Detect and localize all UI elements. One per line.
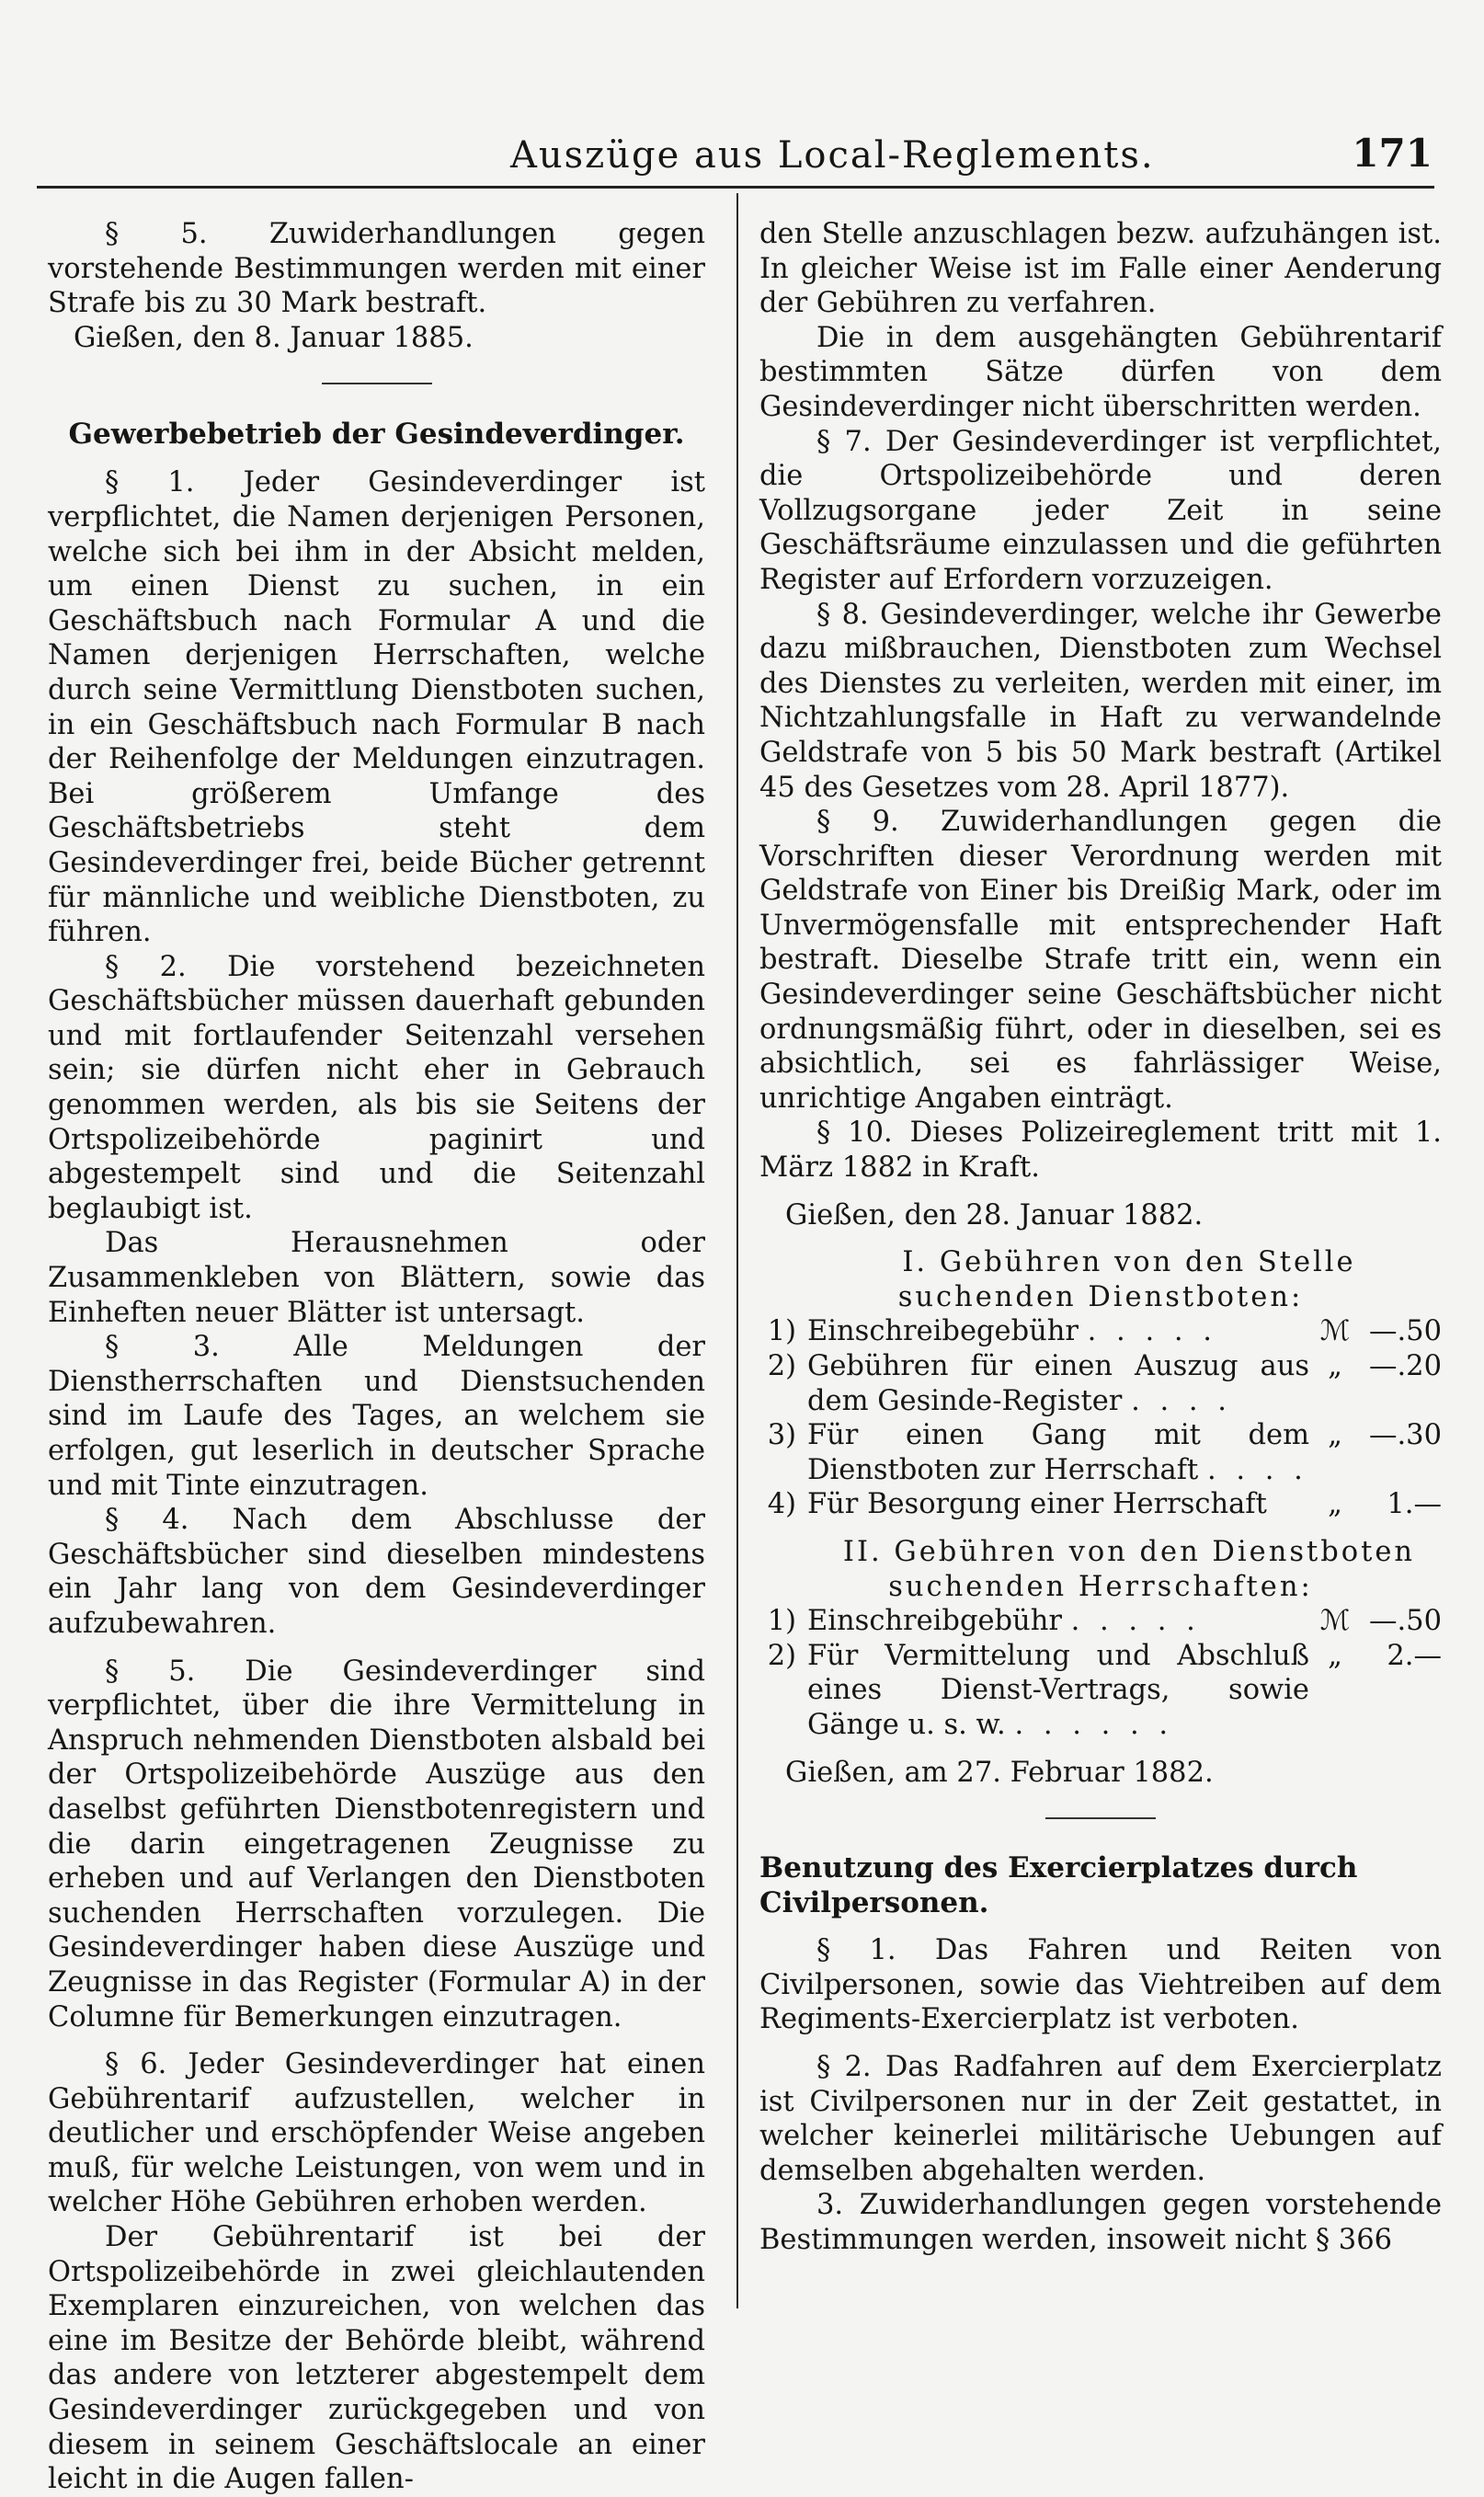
fee-number: 2) xyxy=(767,1350,796,1382)
fee-amount: —.30 xyxy=(1368,1419,1442,1452)
column-divider xyxy=(736,193,738,2308)
right-column xyxy=(759,217,1442,2257)
fee-amount: —.20 xyxy=(1368,1350,1442,1382)
fee-currency: „ xyxy=(1328,1350,1342,1382)
section-separator xyxy=(1045,1817,1156,1819)
paragraph: § 1. Das Fahren und Reiten von Civilpersonen, sowie das Viehtreiben auf dem Regiments-Exercierplatz ist verboten. xyxy=(759,1934,1442,2036)
paragraph: § 1. Jeder Gesindeverdinger ist verpflichtet, die Namen derjenigen Personen, welche sich bei ihm in der Absicht melden, um einen Dienst zu suchen, in ein Geschäftsbuch nach Formular A und die Namen derjenigen Herrschaften, welche durch seine Vermittlung Dienstboten suchen, in ein Geschäftsbuch nach Formular B nach der Reihenfolge der Meldungen einzutragen. Bei größerem Umfange des Geschäftsbetriebs steht dem Gesindeverdinger frei, beide Bücher getrennt für männliche und weibliche Dienstboten, zu führen. xyxy=(48,466,705,949)
fee-row xyxy=(759,1487,1442,1522)
paragraph: § 4. Nach dem Abschlusse der Geschäftsbücher sind dieselben mindestens ein Jahr lang von dem Gesindeverdinger aufzubewahren. xyxy=(48,1504,705,1640)
place-date: Gießen, am 27. Februar 1882. xyxy=(785,1756,1214,1789)
fee-table xyxy=(759,1604,1442,1742)
fee-label: Für Besorgung einer Herrschaft xyxy=(807,1488,1267,1521)
left-column xyxy=(48,217,705,2497)
paragraph: § 8. Gesindeverdinger, welche ihr Gewerbe dazu mißbrauchen, Dienstboten zum Wechsel des Dienstes zu verleiten, werden mit einer, im Nichtzahlungsfalle in Haft zu verwandelnde Geldstrafe von 5 bis 50 Mark bestraft (Artikel 45 des Gesetzes vom 28. April 1877). xyxy=(759,598,1442,804)
fee-table xyxy=(759,1314,1442,1522)
paragraph: § 5. Zuwiderhandlungen gegen vorstehende Bestimmungen werden mit einer Strafe bis zu 30 Mark bestraft. xyxy=(48,218,705,320)
fee-row xyxy=(759,1604,1442,1639)
page-number: 171 xyxy=(1352,131,1433,176)
fee-currency: „ xyxy=(1328,1639,1342,1672)
paragraph: Die in dem ausgehängten Gebührentarif bestimmten Sätze dürfen von dem Gesindeverdinger nicht überschritten werden. xyxy=(759,321,1442,423)
paragraph: Das Herausnehmen oder Zusammenkleben von Blättern, sowie das Einheften neuer Blätter ist untersagt. xyxy=(48,1227,705,1329)
fee-table-title: II. Gebühren von den Dienstboten suchenden Herrschaften: xyxy=(842,1535,1416,1603)
paragraph: Der Gebührentarif ist bei der Ortspolizeibehörde in zwei gleichlautenden Exemplaren einzureichen, von welchen das eine im Besitze der Behörde bleibt, während das andere von letzterer abgestempelt dem Gesindeverdinger zurückgegeben und von diesem in seinem Geschäftslocale an einer leicht in die Augen fallen- xyxy=(48,2221,705,2496)
fee-label: Für Vermittelung und Abschluß eines Dienst-Vertrags, sowie Gänge u. s. w. . . . . . . xyxy=(807,1639,1309,1741)
section-heading: Gewerbebetrieb der Gesindeverdinger. xyxy=(68,418,685,452)
paragraph: 3. Zuwiderhandlungen gegen vorstehende Bestimmungen werden, insoweit nicht § 366 xyxy=(759,2189,1442,2256)
fee-row xyxy=(759,1639,1442,1743)
fee-amount: 1.— xyxy=(1387,1488,1442,1521)
fee-currency: ℳ xyxy=(1319,1605,1351,1638)
fee-number: 3) xyxy=(767,1419,796,1452)
fee-label: Einschreibgebühr . . . . . xyxy=(807,1605,1201,1638)
fee-amount: —.50 xyxy=(1368,1605,1442,1638)
fee-amount: 2.— xyxy=(1387,1639,1442,1672)
fee-currency: „ xyxy=(1328,1419,1342,1452)
paragraph: § 2. Die vorstehend bezeichneten Geschäftsbücher müssen dauerhaft gebunden und mit fortlaufender Seitenzahl versehen sein; sie dürfen nicht eher in Gebrauch genommen werden, als bis sie Seitens der Ortspolizeibehörde paginirt und abgestempelt sind und die Seitenzahl beglaubigt ist. xyxy=(48,950,705,1225)
paragraph: den Stelle anzuschlagen bezw. aufzuhängen ist. In gleicher Weise ist im Falle einer Aenderung der Gebühren zu verfahren. xyxy=(759,218,1442,320)
paragraph: § 3. Alle Meldungen der Dienstherrschaften und Dienstsuchenden sind im Laufe des Tages, an welchem sie erfolgen, gut leserlich in deutscher Sprache und mit Tinte einzutragen. xyxy=(48,1331,705,1502)
fee-table-title: I. Gebühren von den Stelle suchenden Dienstboten: xyxy=(897,1246,1356,1313)
paragraph: § 7. Der Gesindeverdinger ist verpflichtet, die Ortspolizeibehörde und deren Vollzugsorgane jeder Zeit in seine Geschäftsräume einzulassen und die geführten Register auf Erfordern vorzuzeigen. xyxy=(759,425,1442,596)
fee-number: 1) xyxy=(767,1315,796,1348)
running-head: Auszüge aus Local-Reglements. xyxy=(510,134,1155,177)
fee-currency: „ xyxy=(1328,1488,1342,1521)
paragraph: § 9. Zuwiderhandlungen gegen die Vorschriften dieser Verordnung werden mit Geldstrafe von Einer bis Dreißig Mark, oder im Unvermögensfalle mit entsprechender Haft bestraft. Dieselbe Strafe tritt ein, wenn ein Gesindeverdinger seine Geschäftsbücher nicht ordnungsmäßig führt, oder in dieselben, sei es absichtlich, sei es fahrlässiger Weise, unrichtige Angaben einträgt. xyxy=(759,806,1442,1115)
section-separator xyxy=(322,383,432,384)
fee-number: 4) xyxy=(767,1488,796,1521)
paragraph: § 5. Die Gesindeverdinger sind verpflichtet, über die ihre Vermittelung in Anspruch nehmenden Dienstboten alsbald bei der Ortspolizeibehörde Auszüge aus den daselbst geführten Dienstbotenregistern und die darin eingetragenen Zeugnisse zu erheben und auf Verlangen den Dienstboten suchenden Herrschaften vorzulegen. Die Gesindeverdinger haben diese Auszüge und Zeugnisse in das Register (Formular A) in der Columne für Bemerkungen einzutragen. xyxy=(48,1655,705,2033)
page-header xyxy=(37,129,1434,189)
fee-label: Einschreibegebühr . . . . . xyxy=(807,1315,1217,1348)
fee-label: Gebühren für einen Auszug aus dem Gesinde-Register . . . . xyxy=(807,1350,1309,1417)
fee-row xyxy=(759,1314,1442,1349)
place-date: Gießen, den 8. Januar 1885. xyxy=(74,321,474,354)
fee-currency: ℳ xyxy=(1319,1315,1351,1348)
fee-label: Für einen Gang mit dem Dienstboten zur Herrschaft . . . . xyxy=(807,1419,1309,1486)
fee-row xyxy=(759,1349,1442,1418)
section-heading: Benutzung des Exercierplatzes durch Civilpersonen. xyxy=(759,1851,1358,1920)
fee-amount: —.50 xyxy=(1368,1315,1442,1348)
place-date: Gießen, den 28. Januar 1882. xyxy=(785,1198,1204,1231)
fee-number: 1) xyxy=(767,1605,796,1638)
paragraph: § 10. Dieses Polizeireglement tritt mit 1. März 1882 in Kraft. xyxy=(759,1117,1442,1185)
fee-row xyxy=(759,1418,1442,1487)
paragraph: § 2. Das Radfahren auf dem Exercierplatz ist Civilpersonen nur in der Zeit gestattet, in welcher keinerlei militärische Uebungen auf demselben abgehalten werden. xyxy=(759,2050,1442,2187)
paragraph: § 6. Jeder Gesindeverdinger hat einen Gebührentarif aufzustellen, welcher in deutlicher und erschöpfender Weise angeben muß, für welche Leistungen, von wem und in welcher Höhe Gebühren erhoben werden. xyxy=(48,2048,705,2219)
fee-number: 2) xyxy=(767,1639,796,1672)
